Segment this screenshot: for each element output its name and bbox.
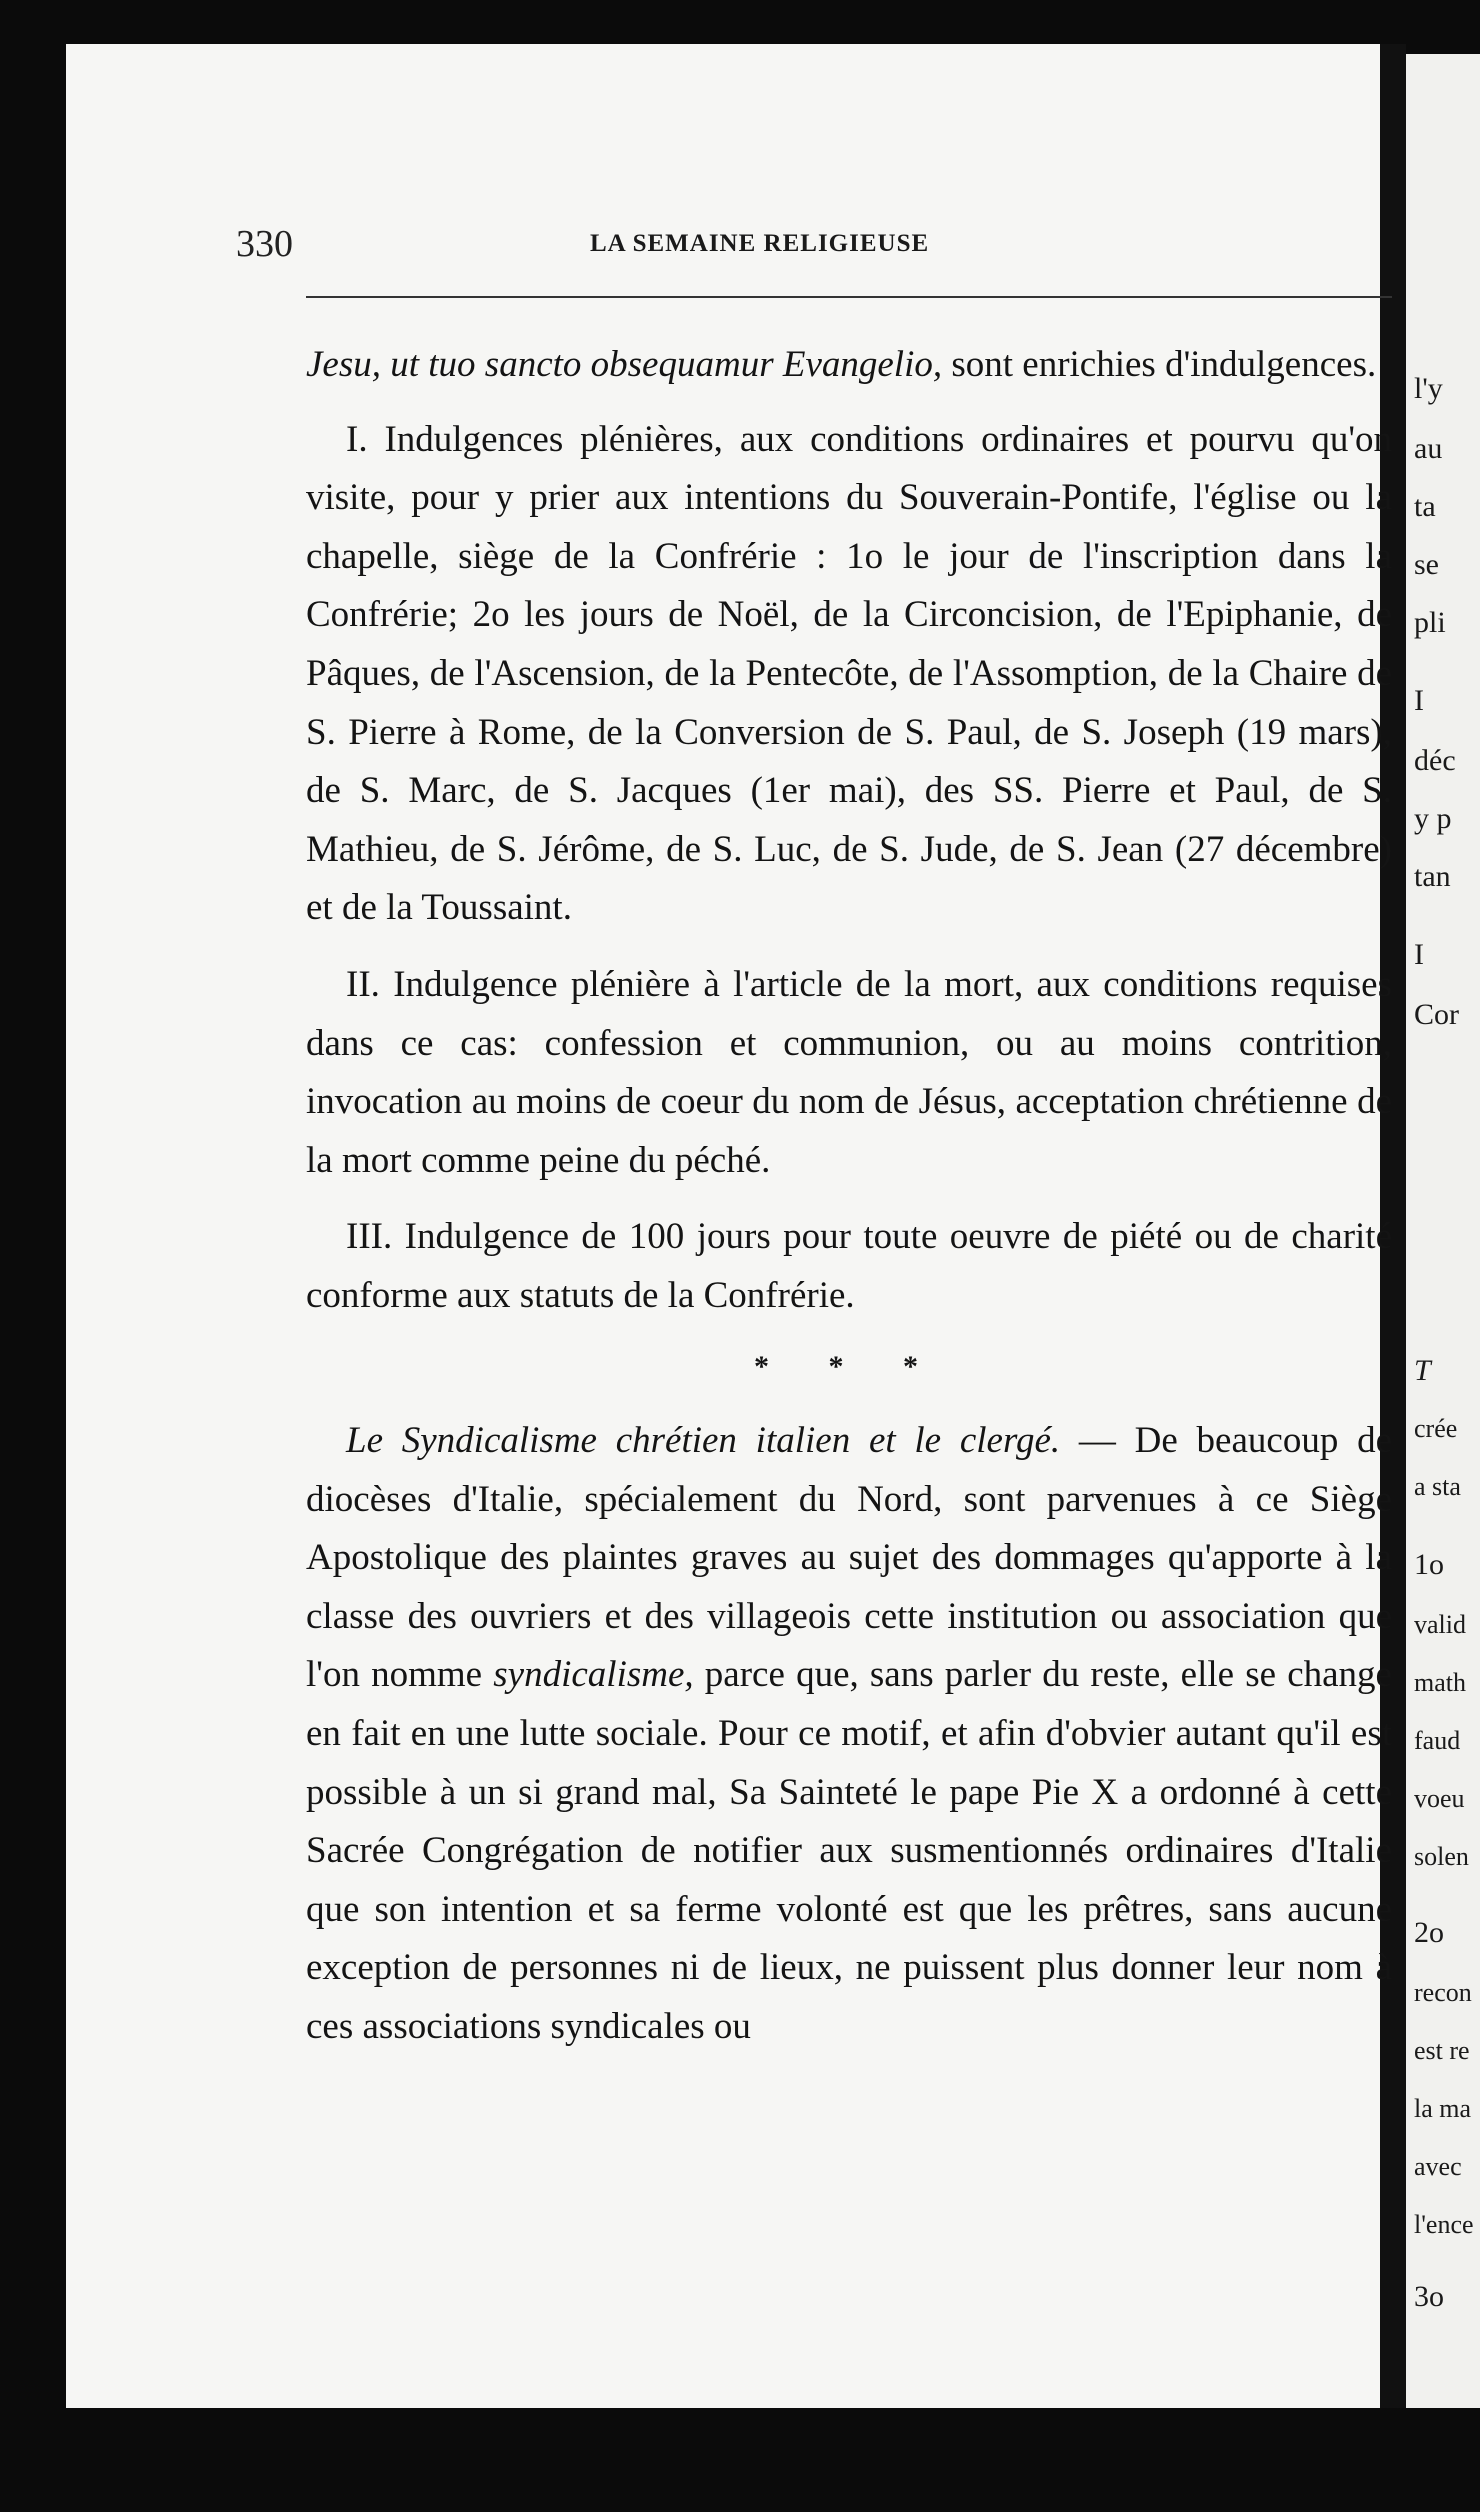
emphasized-term: syndicalisme, [493,1654,694,1696]
facing-page-fragment: voeu [1414,1784,1465,1813]
facing-page-fragment: au [1414,432,1443,465]
facing-page-fragment: se [1414,548,1439,581]
facing-page-fragment: recon [1414,1978,1472,2007]
header-rule [306,296,1392,298]
facing-page-fragment: 2o [1414,1916,1444,1949]
facing-page-fragment: I [1414,684,1424,717]
facing-page-fragment: y p [1414,802,1452,835]
facing-page-fragment: T [1414,1354,1431,1387]
facing-page-fragment: faud [1414,1726,1461,1755]
facing-page-fragment: I [1414,938,1424,971]
paragraph-intro: Jesu, ut tuo sancto obsequamur Evangelio, sont enrichies d'indulgences. [306,344,1377,385]
facing-page-fragment: math [1414,1668,1466,1697]
facing-page-fragment: déc [1414,744,1456,777]
facing-page-strip [1406,54,1480,2408]
facing-page-fragment: Cor [1414,998,1459,1031]
facing-page-fragment: 3o [1414,2280,1444,2313]
page-body [306,336,1392,2057]
facing-page-fragment: avec [1414,2152,1462,2181]
facing-page-fragment: la ma [1414,2094,1472,2123]
facing-page-fragment: est re [1414,2036,1470,2065]
facing-page-fragment: l'y [1414,372,1443,405]
paragraph-indulgences-plenieres: I. Indulgences plénières, aux conditions ordinaires et pourvu qu'on visite, pour y prier aux intentions du Souverain-Pontife, l'église ou la chapelle, siège de la Confrérie : 1o le jour de l'inscription dans la Confrérie; 2o les jours de Noël, de la Circoncision, de l'Epiphanie, de Pâques, de l'Ascension, de la Pentecôte, de l'Assomption, de la Chaire de S. Pierre à Rome, de la Conversion de S. Paul, de S. Joseph (19 mars), de S. Marc, de S. Jacques (1er mai), des SS. Pierre et Paul, de S. Mathieu, de S. Jérôme, de S. Luc, de S. Jude, de S. Jean (27 décembre) et de la Toussaint. [306,418,1392,929]
facing-page-fragment: solen [1414,1842,1469,1871]
paragraph-syndicalisme: Le Syndicalisme chrétien italien et le clergé. — De beaucoup de diocèses d'Italie, spécialement du Nord, sont parvenues à ce Siège Apostolique des plaintes graves au sujet des dommages qu'apporte à la classe des ouvriers et des villageois cette institution ou association que l'on nomme syndicalisme, parce que, sans parler du reste, elle se change en fait en une lutte sociale. Pour ce motif, et afin d'obvier autant qu'il est possible à un si grand mal, Sa Sainteté le pape Pie X a ordonné à cette Sacrée Congrégation de notifier aux susmentionnés ordinaires d'Italie que son intention et sa ferme volonté est que les prêtres, sans aucune exception de personnes ni de lieux, ne puissent plus donner leur nom à ces associations syndicales ou [306,1420,1392,2048]
running-title: LA SEMAINE RELIGIEUSE [590,230,930,257]
facing-page-fragment: valid [1414,1610,1466,1639]
facing-page-fragment: 1o [1414,1548,1444,1581]
facing-page-fragment: pli [1414,606,1446,639]
facing-page-fragment: a sta [1414,1472,1461,1501]
page-number: 330 [236,223,293,265]
paragraph-indulgence-mort: II. Indulgence plénière à l'article de la mort, aux conditions requises dans ce cas: confession et communion, ou au moins contrition, invocation au moins de coeur du nom de Jésus, acceptation chrétienne de la mort comme peine du péché. [306,963,1392,1181]
facing-page-fragment: l'ence [1414,2210,1474,2239]
facing-page-fragment: ta [1414,490,1436,523]
latin-invocation: Jesu, ut tuo sancto obsequamur Evangelio, [306,344,943,385]
section-separator: * * * [754,1349,944,1383]
paragraph-indulgence-100-jours: III. Indulgence de 100 jours pour toute oeuvre de piété ou de charité conforme aux statuts de la Confrérie. [306,1216,1392,1316]
section-heading: Le Syndicalisme chrétien italien et le clergé. [346,1420,1061,1462]
facing-page-fragment: tan [1414,860,1451,893]
facing-page-fragment: crée [1414,1414,1458,1443]
